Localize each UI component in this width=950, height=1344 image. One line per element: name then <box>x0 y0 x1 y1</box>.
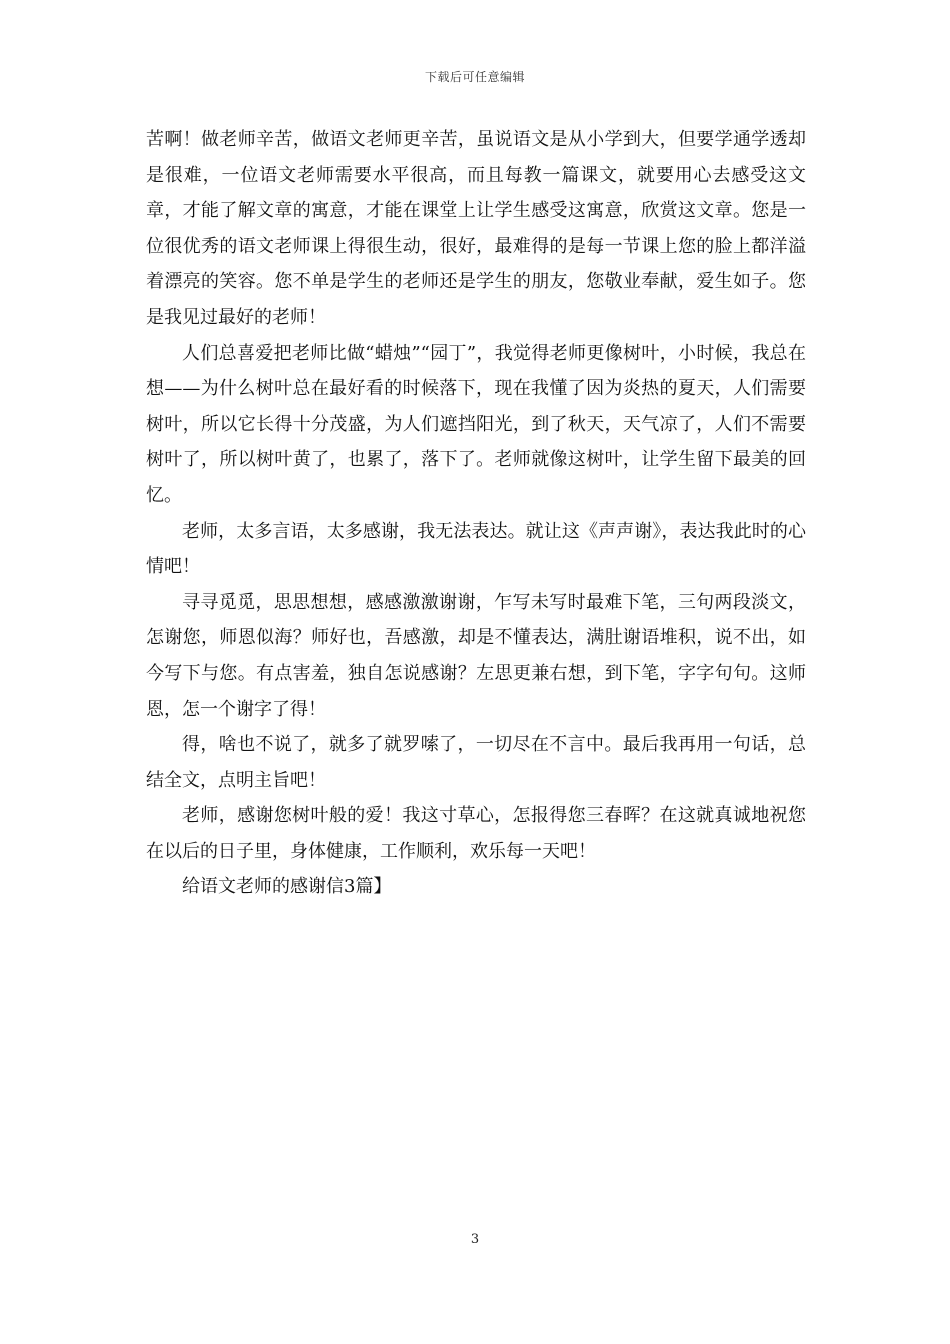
document-body <box>146 122 806 905</box>
page-number: 3 <box>470 1232 480 1247</box>
page-header: 下载后可任意编辑 <box>424 70 525 84</box>
paragraph-7: 给语文老师的感谢信3篇】 <box>182 876 392 898</box>
paragraph-2: 人们总喜爱把老师比做“蜡烛”“园丁”，我觉得老师更像树叶，小时候，我总在想——为什么树叶总在最好看的时候落下，现在我懂了因为炎热的夏天，人们需要树叶，所以它长得十分茂盛，为人们遮挡阳光，到了秋天，天气凉了，人们不需要树叶了，所以树叶黄了，也累了，落下了。老师就像这树叶，让学生留下最美的回忆。 <box>146 342 806 506</box>
paragraph-5: 得，啥也不说了，就多了就罗嗦了，一切尽在不言中。最后我再用一句话，总结全文，点明主旨吧！ <box>146 734 806 791</box>
paragraph-1: 苦啊！做老师辛苦，做语文老师更辛苦，虽说语文是从小学到大，但要学通学透却是很难，一位语文老师需要水平很高，而且每教一篇课文，就要用心去感受这文章，才能了解文章的寓意，才能在课堂上让学生感受这寓意，欣赏这文章。您是一位很优秀的语文老师课上得很生动，很好，最难得的是每一节课上您的脸上都洋溢着漂亮的笑容。您不单是学生的老师还是学生的朋友，您敬业奉献，爱生如子。您是我见过最好的老师！ <box>146 129 806 328</box>
paragraph-3: 老师，太多言语，太多感谢，我无法表达。就让这《声声谢》，表达我此时的心情吧！ <box>146 520 806 578</box>
paragraph-6: 老师，感谢您树叶般的爱！我这寸草心，怎报得您三春晖？在这就真诚地祝您在以后的日子里，身体健康，工作顺利，欢乐每一天吧！ <box>146 805 806 862</box>
paragraph-4: 寻寻觅觅，思思想想，感感激激谢谢，乍写未写时最难下笔，三句两段淡文，怎谢您，师恩似海？师好也，吾感激，却是不懂表达，满肚谢语堆积，说不出，如今写下与您。有点害羞，独自怎说感谢？左思更兼右想，到下笔，字字句句。这师恩，怎一个谢字了得！ <box>146 591 806 720</box>
